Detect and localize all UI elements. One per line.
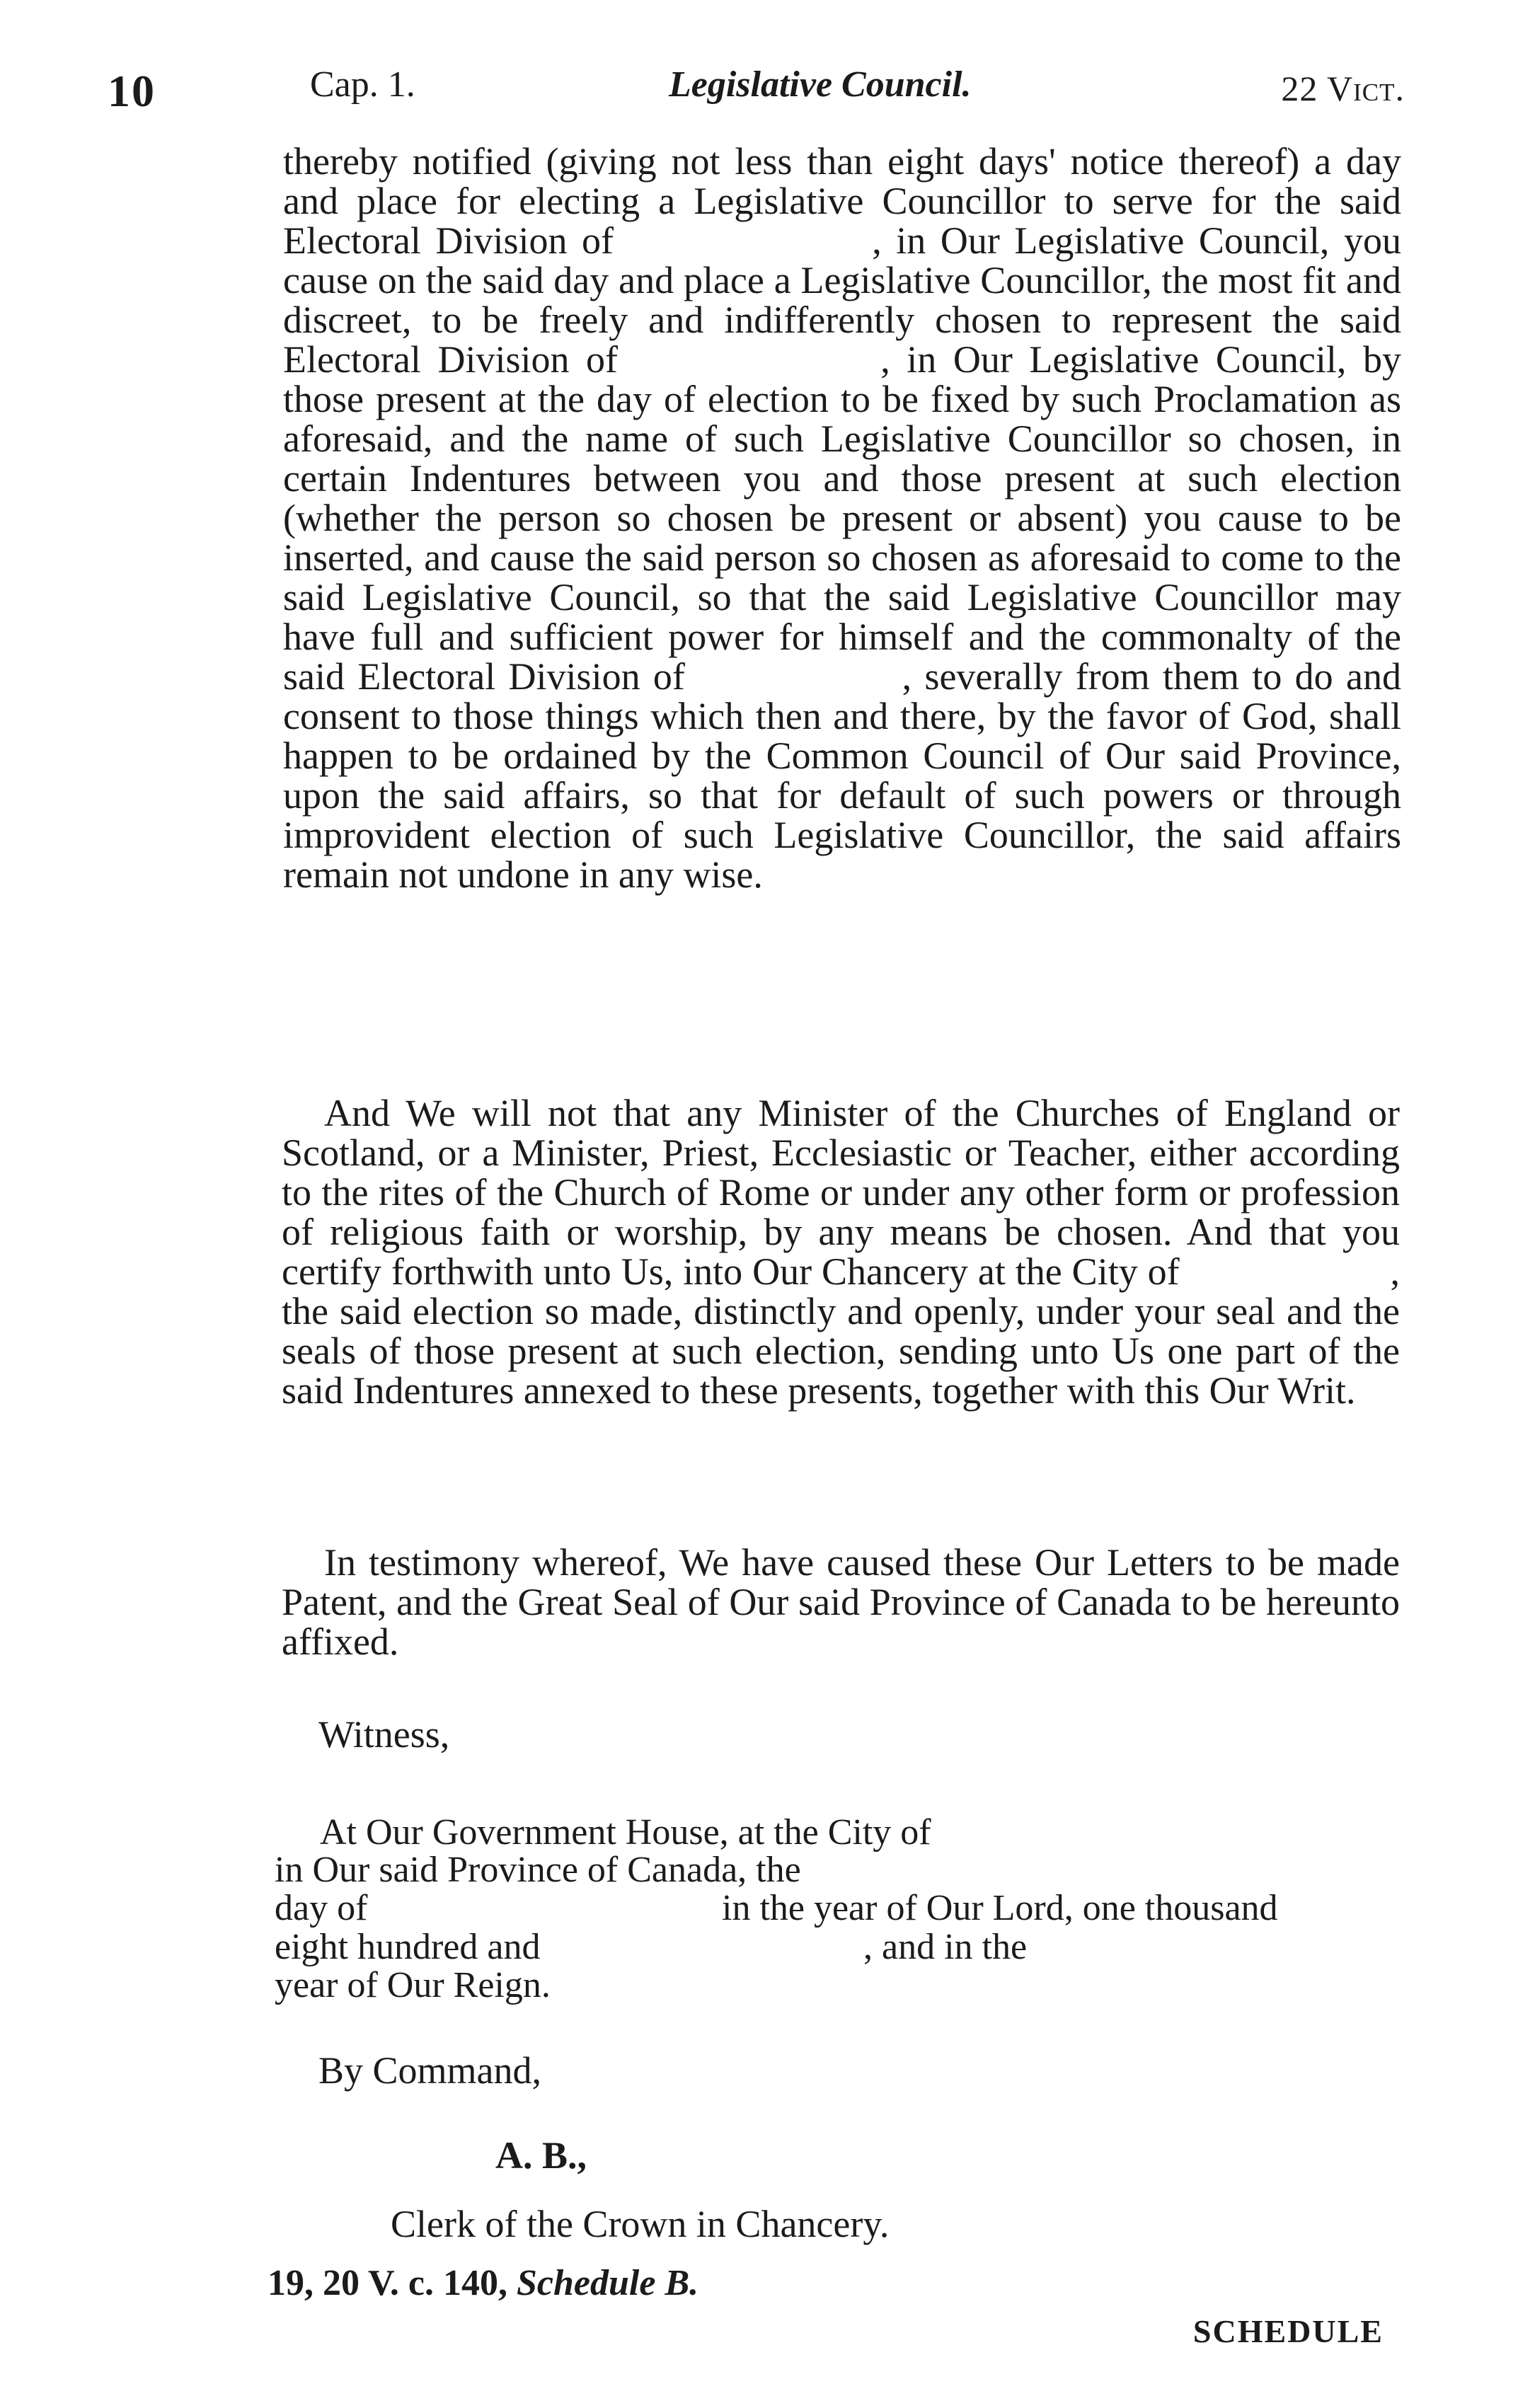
- regnal-year: 22 Vict.: [1281, 69, 1405, 108]
- attestation-line-3b: in the year of Our Lord, one thousand: [722, 1888, 1278, 1928]
- attestation-line-4a: eight hundred and: [275, 1927, 541, 1967]
- writ-paragraph-1: thereby notified (giving not less than eight days' notice thereof) a day and place for electing a Legislative Councillor to serve for the said Electoral Division of , in Our Legislative Council, you cause on the said day and place a Legislative Councillor, the most fit and discreet, to be freely and indifferently chosen to represent the said Electoral Division of , in Our Legislative Council, by those present at the day of election to be fixed by such Proclamation as aforesaid, and the name of such Legislative Councillor so chosen, in certain Indentures between you and those present at such election (whether the person so chosen be present or absent) you cause to be inserted, and cause the said person so chosen as aforesaid to come to the said Legislative Council, so that the said Legislative Councillor may have full and sufficient power for himself and the commonalty of the said Electoral Division of , severally from them to do and consent to those things which then and there, by the favor of God, shall happen to be ordained by the Common Council of Our said Province, upon the said affairs, so that for default of such powers or through improvident election of such Legislative Councillor, the said affairs remain not undone in any wise.: [283, 140, 1401, 896]
- running-title: Legislative Council.: [669, 64, 972, 105]
- writ-paragraph-2: And We will not that any Minister of the Churches of England or Scotland, or a Minister, Priest, Ecclesiastic or Teacher, either according to the rites of the Church of Rome or under any other form or profession of religious faith or worship, by any means be chosen. And that you certify forthwith unto Us, into Our Chancery at the City of , the said election so made, distinctly and openly, under your seal and the seals of those present at such election, sending unto Us one part of the said Indentures annexed to these presents, together with this Our Writ.: [282, 1092, 1400, 1412]
- signature: A. B.,: [495, 2134, 587, 2177]
- page-number: 10: [108, 66, 156, 116]
- chapter-label: Cap. 1.: [310, 64, 415, 105]
- catchword: SCHEDULE: [1192, 2313, 1384, 2349]
- attestation-line-4b: , and in the: [863, 1927, 1028, 1967]
- statute-citation: [268, 2262, 698, 2304]
- witness-label: Witness,: [318, 1713, 450, 1756]
- attestation-line-3a: day of: [275, 1888, 368, 1928]
- attestation-line-1: At Our Government House, at the City of: [320, 1812, 931, 1853]
- citation-schedule: Schedule B.: [517, 2263, 699, 2303]
- clerk-title: Clerk of the Crown in Chancery.: [391, 2203, 890, 2245]
- by-command: By Command,: [318, 2049, 542, 2092]
- writ-paragraph-3: In testimony whereof, We have caused these Our Letters to be made Patent, and the Great Seal of Our said Province of Canada to be hereunto affixed.: [282, 1541, 1400, 1663]
- attestation-line-5: year of Our Reign.: [275, 1965, 551, 2005]
- citation-prefix: 19, 20 V. c. 140,: [268, 2263, 507, 2303]
- attestation-line-2: in Our said Province of Canada, the: [275, 1850, 801, 1890]
